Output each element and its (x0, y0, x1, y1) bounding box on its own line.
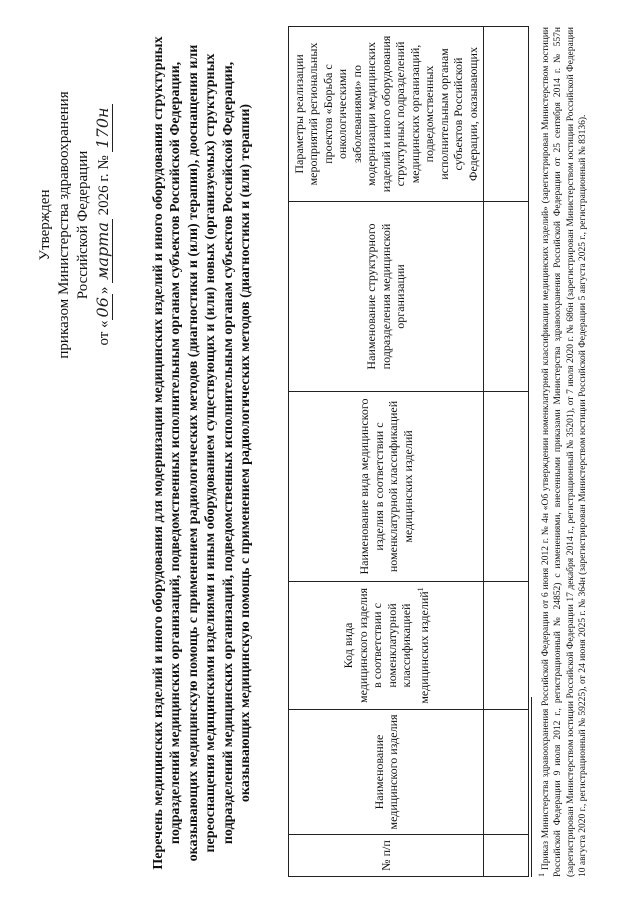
header-number: № п/п (289, 835, 484, 877)
approval-federation: Российской Федерации (75, 150, 91, 300)
date-mid: » (96, 286, 112, 295)
header-device-name: Наименование медицинского изделия (289, 710, 484, 835)
handwritten-order-number: 170н (93, 104, 113, 151)
table-row (484, 27, 529, 877)
header-project-parameters: Параметры реализации мероприятий региональных проектов «Борьба с онкологическими заболеваниями» по модернизации медицинских изделий и иного оборудования структурных подразделений медицинских организаций, подведомственных исполнительным органам субъектов Российской Федерации, оказывающих (289, 27, 484, 202)
table-cell (484, 835, 529, 877)
document-title: Перечень медицинских изделий и иного оборудования для модернизации медицинских изделий и иного оборудования структурных подразделений медицинских организаций, подведомственных исполнительным органам субъектов Российской Федерации, оказывающих медицинскую помощь с применением радиологических методов (диагностики и (или) терапии), дооснащения или переоснащения медицинскими изделиями и иным оборудованием существующих и (или) новых (организуемых) структурных подразделений медицинских организаций, подведомственных исполнительным органам субъектов Российской Федерации, оказывающих медицинскую помощь с применением радиологических методов (диагностики и (или) терапии) (151, 36, 254, 870)
footnote (536, 27, 589, 877)
footnote-mark: 1 (537, 873, 546, 877)
handwritten-month: марта (93, 219, 113, 283)
header-subdivision-name: Наименование структурного подразделения медицинской организации (289, 202, 484, 392)
header-device-code: Код вида медицинского изделия в соответствии с номенклатурной классификацией медицинских изделий$^1$ (289, 582, 484, 710)
table-cell (484, 27, 529, 202)
approval-stamp-block (36, 15, 114, 435)
header-device-type-name: Наименование вида медицинского изделия в соответствии с номенклатурной классификацией медицинских изделий (289, 392, 484, 582)
footnote-reference: 1 (415, 587, 425, 592)
table-cell (484, 582, 529, 710)
table-cell (484, 392, 529, 582)
date-year: 2026 г. № (96, 155, 112, 216)
footnote-text: Приказ Министерства здравоохранения Российской Федерации от 6 июня 2012 г. № 4н «Об утверждении номенклатурной классификации медицинских изделий» (зарегистрирован Министерством юстиции Российской Федерации 9 июля 2012 г., регистрационный № 24852) с изменениями, внесенными приказами Министерства здравоохранения Российской Федерации от 25 сентября 2014 г. № 557н (зарегистрирован Министерством юстиции Российской Федерации 17 декабря 2014 г., регистрационный № 35201), от 7 июля 2020 г. № 686н (зарегистрирован Министерством юстиции Российской Федерации 10 августа 2020 г., регистрационный № 59225), от 24 июня 2025 г. № 364н (зарегистрирован Министерством юстиции Российской Федерации 5 августа 2025 г., регистрационный № 83136). (541, 26, 588, 877)
table-cell (484, 710, 529, 835)
approval-order-line: приказом Министерства здравоохранения (56, 91, 72, 359)
approval-date-line (93, 15, 114, 435)
footnote-divider (531, 697, 532, 877)
table-header-row (289, 27, 484, 877)
date-prefix: от « (96, 320, 112, 346)
table-cell (484, 202, 529, 392)
approval-label: Утвержден (37, 189, 53, 261)
handwritten-day: 06 (93, 294, 113, 320)
equipment-table (288, 26, 529, 877)
